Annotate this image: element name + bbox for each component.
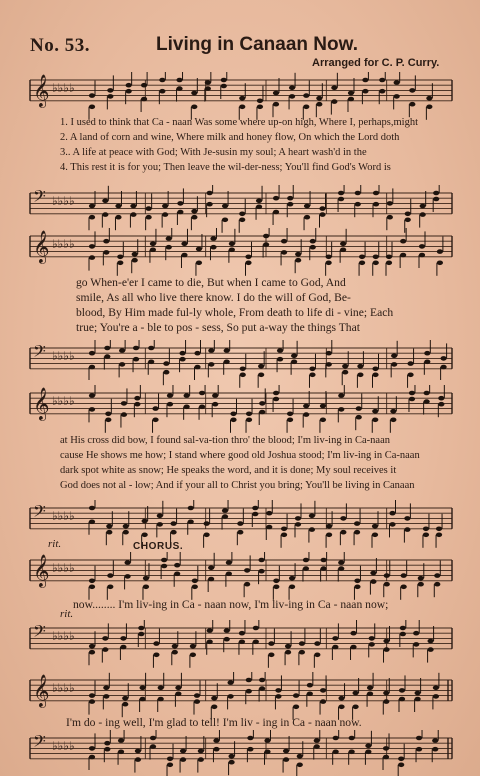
bass-staff-5 [0, 730, 480, 776]
verse-line: at His cross did bow, I found sal-va-tion thro' the blood; I'm liv-ing in Ca-naan [60, 435, 391, 446]
verse-line: I'm do - ing well, I'm glad to tell! I'm liv - ing in Ca - naan now. [66, 716, 362, 729]
verse-line: cause He shows me how; I stand where good old Joshua stood; I'm liv-ing in Ca-naan [60, 450, 420, 461]
hymn-number: No. 53. [30, 35, 90, 56]
svg-text:♭♭♭♭: ♭♭♭♭ [52, 739, 75, 753]
verse-line: now........ I'm liv-ing in Ca - naan now, I'm liv-ing in Ca - naan now; [73, 598, 389, 611]
arranger-credit: Arranged for C. P. Curry. [312, 57, 440, 69]
hymn-title: Living in Canaan Now. [156, 34, 358, 55]
svg-text:𝄢: 𝄢 [33, 501, 46, 525]
verse-line: dark spot white as snow; He speaks the word, and it is done; My soul receives it [60, 465, 397, 476]
treble-staff-4 [0, 552, 480, 602]
svg-text:𝄞: 𝄞 [33, 74, 50, 107]
svg-text:♭♭♭♭: ♭♭♭♭ [52, 349, 75, 363]
verse-line: go When-e'er I came to die, But when I came to God, And [76, 276, 346, 289]
svg-text:♭♭♭♭: ♭♭♭♭ [52, 194, 75, 208]
verse-line: blood, By Him made ful-ly whole, From death to life di - vine; Each [76, 306, 394, 319]
svg-text:♭♭♭♭: ♭♭♭♭ [52, 509, 75, 523]
bass-staff-2 [0, 340, 480, 390]
verse-line: 4. This rest it is for you; Then leave the wil-der-ness; You'll find God's Word is [60, 162, 391, 173]
verse-line: 1. I used to think that Ca - naan Was some where up-on high, Where I, perhaps,might [60, 117, 419, 128]
svg-text:𝄢: 𝄢 [33, 621, 46, 645]
treble-staff-3 [0, 385, 480, 435]
bass-staff-3 [0, 500, 480, 550]
svg-text:𝄢: 𝄢 [33, 341, 46, 365]
svg-text:𝄞: 𝄞 [33, 230, 50, 263]
svg-text:𝄢: 𝄢 [33, 186, 46, 210]
verse-line: 2. A land of corn and wine, Where milk and honey flow, On which the Lord doth [60, 132, 400, 143]
bass-staff-4 [0, 620, 480, 670]
svg-text:♭♭♭♭: ♭♭♭♭ [52, 681, 75, 695]
verse-line: God does not al - low; And if your all to Christ you bring; You'll be living in Canaan [60, 480, 415, 491]
verse-line: smile, As all who live there know. I do the will of God, Be- [76, 291, 351, 304]
svg-text:𝄞: 𝄞 [33, 554, 50, 587]
verse-line: true; You're a - ble to pos - sess, So put a-way the things That [76, 321, 360, 334]
svg-text:♭♭♭♭: ♭♭♭♭ [52, 561, 75, 575]
ritardando-mark: rit. [48, 538, 62, 550]
ritardando-mark: rit. [60, 608, 74, 620]
verse-line: 3.. A life at peace with God; With Je-susin my soul; A heart wash'd in the [60, 147, 367, 158]
svg-text:♭♭♭♭: ♭♭♭♭ [52, 394, 75, 408]
svg-text:𝄞: 𝄞 [33, 674, 50, 707]
svg-text:𝄢: 𝄢 [33, 731, 46, 755]
svg-text:♭♭♭♭: ♭♭♭♭ [52, 629, 75, 643]
svg-text:𝄞: 𝄞 [33, 387, 50, 420]
chorus-heading: CHORUS. [133, 541, 184, 552]
svg-text:♭♭♭♭: ♭♭♭♭ [52, 237, 75, 251]
svg-text:♭♭♭♭: ♭♭♭♭ [52, 81, 75, 95]
treble-staff-2 [0, 228, 480, 278]
